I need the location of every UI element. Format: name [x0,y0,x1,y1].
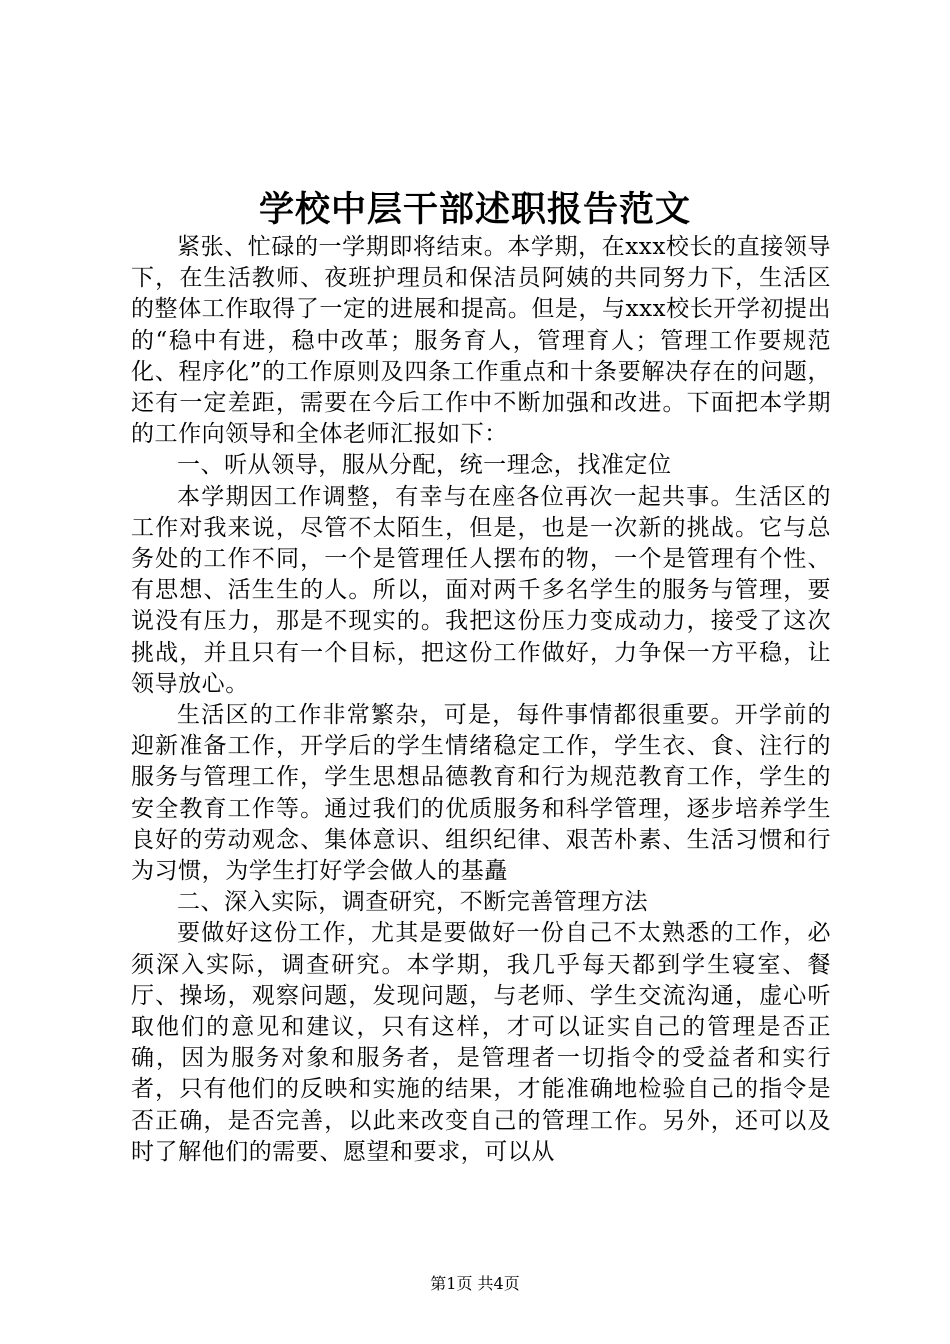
page-footer: 第1页 共4页 [430,1274,520,1293]
section-heading-1: 一、听从领导，服从分配，统一理念，找准定位 [177,452,672,479]
document-body [131,232,831,1168]
paragraph-section2-a: 要做好这份工作，尤其是要做好一份自己不太熟悉的工作，必须深入实际，调查研究。本学期，我几乎每天都到学生寝室、餐厅、操场，观察问题，发现问题，与老师、学生交流沟通，虚心听取他们的意见和建议，只有这样，才可以证实自己的管理是否正确，因为服务对象和服务者，是管理者一切指令的受益者和实行者，只有他们的反映和实施的结果，才能准确地检验自己的指令是否正确，是否完善，以此来改变自己的管理工作。另外，还可以及时了解他们的需要、愿望和要求，可以从 [131,920,831,1165]
paragraph-section1-a: 本学期因工作调整，有幸与在座各位再次一起共事。生活区的工作对我来说，尽管不太陌生，但是，也是一次新的挑战。它与总务处的工作不同，一个是管理任人摆布的物，一个是管理有个性、有思想、活生生的人。所以，面对两千多名学生的服务与管理，要说没有压力，那是不现实的。我把这份压力变成动力，接受了这次挑战，并且只有一个目标，把这份工作做好，力争保一方平稳，让领导放心。 [131,483,831,697]
section-heading-2: 二、深入实际，调查研究，不断完善管理方法 [177,889,648,916]
paragraph-intro: 紧张、忙碌的一学期即将结束。本学期，在xxx校长的直接领导下，在生活教师、夜班护理员和保洁员阿姨的共同努力下，生活区的整体工作取得了一定的进展和提高。但是，与xxx校长开学初提出的“稳中有进，稳中改革；服务育人，管理育人；管理工作要规范化、程序化”的工作原则及四条工作重点和十条要解决存在的问题，还有一定差距，需要在今后工作中不断加强和改进。下面把本学期的工作向领导和全体老师汇报如下： [131,234,831,448]
paragraph-section1-b: 生活区的工作非常繁杂，可是，每件事情都很重要。开学前的迎新准备工作，开学后的学生情绪稳定工作，学生衣、食、注行的服务与管理工作，学生思想品德教育和行为规范教育工作，学生的安全教育工作等。通过我们的优质服务和科学管理，逐步培养学生良好的劳动观念、集体意识、组织纪律、艰苦朴素、生活习惯和行为习惯，为学生打好学会做人的基矗 [131,702,831,885]
document-title: 学校中层干部述职报告范文 [258,189,691,230]
